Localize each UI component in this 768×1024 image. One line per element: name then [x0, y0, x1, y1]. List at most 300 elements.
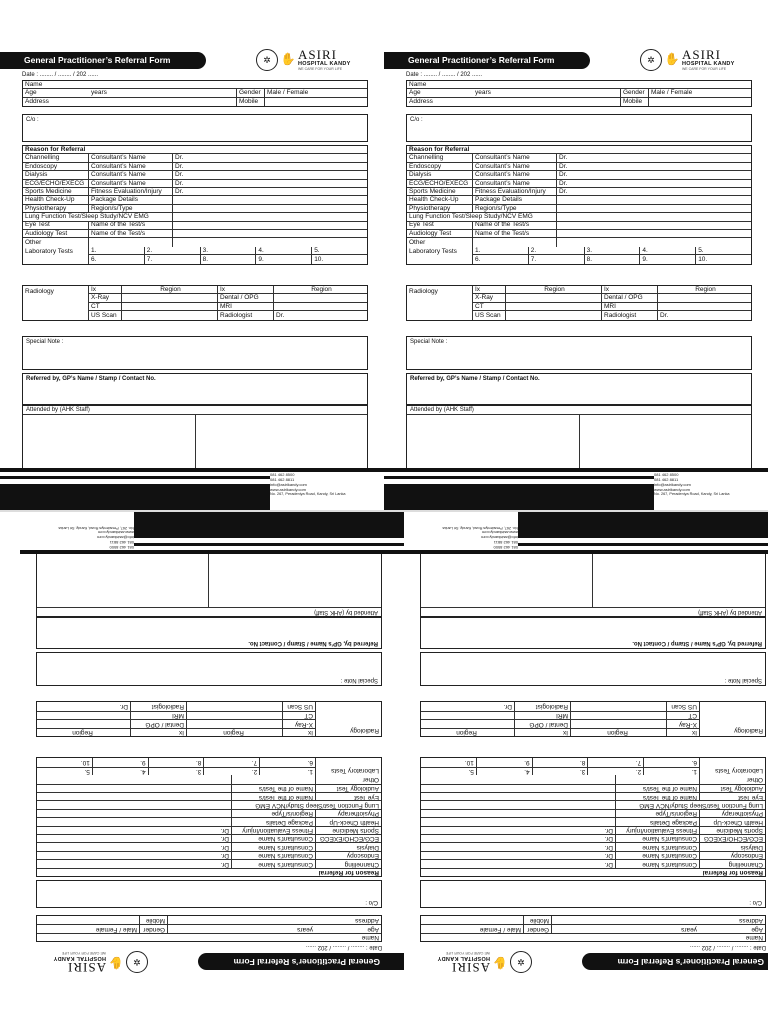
co-box: C/o : — [406, 114, 752, 142]
usscan-label: US Scan — [89, 311, 122, 319]
website: www.asirikandy.com — [482, 530, 518, 535]
referral-form-top-left — [20, 0, 384, 510]
date-line: Date : ........ / ........ / 202 ...... — [406, 72, 483, 78]
email: info@asirikandy.com — [97, 535, 134, 540]
footer-band-3 — [384, 484, 654, 510]
referral-detail: Consultant’s Name — [89, 154, 173, 161]
referral-service: Sports Medicine — [23, 188, 89, 195]
referral-extra: Dr. — [604, 827, 613, 835]
patient-box — [406, 80, 752, 107]
address: No. 267, Peradeniya Road, Kandy, Sri Lanka — [442, 526, 518, 530]
lab-test-slot: 6. — [89, 255, 145, 264]
lab-label: Laboratory Tests — [407, 247, 473, 264]
attended-by-box — [22, 405, 368, 469]
attended-by-label: Attended by (AHK Staff) — [407, 406, 751, 415]
radiology-ix-header: Ix — [473, 286, 506, 293]
footer-band-1 — [404, 550, 768, 554]
referral-extra — [557, 205, 751, 212]
referral-row — [421, 784, 765, 792]
referral-detail: Consultant’s Name — [473, 171, 557, 178]
referral-service: Dialysis — [407, 171, 473, 178]
referral-extra: Dr. — [220, 843, 229, 851]
footer-band-3 — [518, 512, 768, 538]
referral-extra: Dr. — [559, 187, 568, 195]
lab-test-slot: 8. — [532, 758, 588, 767]
referral-extra: Dr. — [559, 171, 568, 179]
lab-label: Laboratory Tests — [315, 758, 381, 775]
referral-row — [407, 205, 751, 213]
hospital-logo — [256, 48, 374, 72]
form-title: General Practitioner’s Referral Form — [582, 953, 768, 970]
ct-label: CT — [666, 712, 699, 719]
referral-row — [37, 784, 381, 792]
referral-extra — [37, 810, 231, 817]
footer-band-1 — [20, 550, 404, 554]
logo-subtitle: HOSPITAL KANDY — [298, 60, 351, 67]
referral-blank — [557, 213, 751, 220]
lab-test-slot: 7. — [145, 255, 201, 264]
dental-label: Dental / OPG — [602, 294, 658, 301]
referral-extra: Dr. — [559, 162, 568, 170]
hospital-logo — [640, 48, 758, 72]
email: info@asirikandy.com — [654, 482, 691, 487]
referral-extra — [37, 793, 231, 800]
referral-service: Other — [407, 238, 473, 246]
lab-test-slot: 2. — [145, 247, 201, 255]
referral-row — [23, 154, 367, 162]
referral-extra — [421, 785, 615, 792]
phone-2: 081 462 8811 — [654, 477, 679, 482]
special-note-box: Special Note : — [420, 652, 766, 686]
address-label: Address — [407, 98, 621, 106]
referral-row — [407, 171, 751, 179]
referral-service: Physiotherapy — [315, 810, 381, 817]
referral-rows — [37, 775, 381, 867]
referral-service: Health Check-Up — [407, 196, 473, 203]
referral-extra — [173, 222, 367, 229]
radiology-ix-header: Ix — [89, 286, 122, 293]
referral-service: Sports Medicine — [699, 827, 765, 834]
special-note-box: Special Note : — [36, 652, 382, 686]
lab-test-slot: 7. — [587, 758, 643, 767]
referral-row — [23, 230, 367, 238]
phone-2: 081 462 8811 — [493, 540, 518, 545]
referral-service: Dialysis — [23, 171, 89, 178]
form-title: General Practitioner’s Referral Form — [0, 52, 206, 69]
attended-by-box — [36, 553, 382, 617]
radiology-label: Radiology — [23, 286, 89, 320]
logo-tagline: WE CARE FOR YOUR LIFE — [445, 950, 490, 955]
radiologist-label: Radiologist — [130, 702, 186, 710]
lab-test-slot: 2. — [203, 768, 259, 776]
lab-test-slot: 3. — [148, 768, 204, 776]
co-box: C/o : — [22, 114, 368, 142]
referral-row — [421, 809, 765, 817]
referral-service: Endoscopy — [23, 163, 89, 170]
referral-rows — [421, 775, 765, 867]
footer-band-2 — [518, 543, 768, 546]
referral-row — [23, 205, 367, 213]
referral-detail: Name of the Test/s — [231, 793, 315, 800]
referral-detail: Consultant’s Name — [231, 835, 315, 842]
referral-rows — [407, 154, 751, 246]
website: www.asirikandy.com — [654, 487, 690, 492]
phone-1: 081 462 8500 — [109, 545, 134, 550]
address-label: Address — [551, 916, 765, 924]
referral-row — [23, 238, 367, 246]
referral-row — [407, 213, 751, 221]
radiology-region-header: Region — [570, 729, 666, 736]
referral-service: Sports Medicine — [315, 827, 381, 834]
radiology-ix-header-2: Ix — [514, 729, 570, 736]
referral-row — [407, 188, 751, 196]
xray-label: X-Ray — [473, 294, 506, 301]
address-label: Address — [23, 98, 237, 106]
lab-test-slot: 9. — [92, 758, 148, 767]
radiology-box — [420, 701, 766, 737]
referral-detail: Consultant’s Name — [89, 163, 173, 170]
referral-row — [421, 859, 765, 867]
referral-row — [421, 842, 765, 850]
hand-icon: ✋ — [280, 52, 296, 67]
lab-test-slot: 4. — [476, 768, 532, 776]
referral-service: Audiology Test — [699, 785, 765, 792]
referral-row — [37, 826, 381, 834]
radiology-label: Radiology — [407, 286, 473, 320]
referral-service: Endoscopy — [315, 852, 381, 859]
radiologist-label: Radiologist — [514, 702, 570, 710]
referral-service: Lung Function Test/Sleep Study/NCV EMG — [23, 213, 173, 220]
radiology-box — [36, 701, 382, 737]
referral-row — [407, 180, 751, 188]
logo-name: ASIRI — [67, 960, 106, 976]
mri-label: MRI — [602, 303, 658, 310]
referral-row — [23, 163, 367, 171]
footer-band-3 — [0, 484, 270, 510]
attended-by-box — [420, 553, 766, 617]
footer-band-2 — [134, 543, 404, 546]
referral-detail: Fitness Evaluation/Injury — [473, 188, 557, 195]
website: www.asirikandy.com — [270, 487, 306, 492]
referred-by-box: Referred by, GP’s Name / Stamp / Contact No. — [420, 617, 766, 649]
referral-detail: Consultant’s Name — [231, 860, 315, 867]
lab-test-slot: 3. — [585, 247, 641, 255]
gender-label: Gender — [237, 89, 265, 96]
referral-heading: Reason for Referral — [409, 146, 470, 153]
gender-label: Gender — [523, 925, 551, 932]
referral-detail: Consultant’s Name — [473, 154, 557, 161]
footer-band-3 — [134, 512, 404, 538]
referred-by-box: Referred by, GP’s Name / Stamp / Contact No. — [36, 617, 382, 649]
lab-test-slot: 8. — [201, 255, 257, 264]
mri-label: MRI — [218, 303, 274, 310]
lab-test-slot: 10. — [80, 759, 90, 767]
referral-service: Physiotherapy — [407, 205, 473, 212]
mobile-label: Mobile — [139, 916, 167, 924]
referral-box — [22, 145, 368, 265]
seal-icon: ✲ — [510, 951, 532, 973]
referral-service: Audiology Test — [315, 785, 381, 792]
lab-label: Laboratory Tests — [699, 758, 765, 775]
contact-block — [406, 526, 518, 550]
radiology-region-header: Region — [122, 286, 218, 293]
referral-box — [406, 145, 752, 265]
referral-extra — [421, 810, 615, 817]
referral-extra — [557, 222, 751, 229]
hand-icon: ✋ — [664, 52, 680, 67]
referral-row — [407, 238, 751, 246]
referral-detail — [473, 238, 557, 246]
mobile-label: Mobile — [523, 916, 551, 924]
referral-service: Endoscopy — [407, 163, 473, 170]
lab-test-slot: 8. — [148, 758, 204, 767]
co-box: C/o : — [420, 880, 766, 908]
referral-service: Eye Test — [23, 222, 89, 229]
referral-detail: Package Details — [473, 196, 557, 203]
referral-extra — [37, 818, 231, 825]
referral-extra — [173, 238, 367, 246]
referral-service: Channelling — [23, 154, 89, 161]
logo-subtitle: HOSPITAL KANDY — [682, 60, 735, 67]
referral-extra: Dr. — [175, 154, 184, 162]
address: No. 267, Peradeniya Road, Kandy, Sri Lanka — [58, 526, 134, 530]
gender-value: Male / Female — [479, 925, 521, 933]
referral-service: Channelling — [407, 154, 473, 161]
referral-box — [36, 757, 382, 877]
referral-extra: Dr. — [175, 179, 184, 187]
referral-service: Audiology Test — [407, 230, 473, 237]
referral-extra: Dr. — [220, 852, 229, 860]
mobile-label: Mobile — [621, 98, 649, 106]
phone-2: 081 462 8811 — [109, 540, 134, 545]
dental-label: Dental / OPG — [514, 720, 570, 727]
years-label: years — [167, 925, 315, 932]
gender-value: Male / Female — [651, 89, 693, 97]
name-label: Name — [409, 81, 427, 88]
referral-detail — [231, 775, 315, 783]
radiologist-dr: Dr. — [119, 703, 128, 711]
referral-row — [23, 180, 367, 188]
contact-block — [22, 526, 134, 550]
lab-test-slot: 4. — [640, 247, 696, 255]
age-label: Age — [409, 89, 421, 97]
referral-row — [421, 775, 765, 783]
lab-test-slot: 7. — [529, 255, 585, 264]
referral-extra: Dr. — [604, 852, 613, 860]
referral-service: ECG/ECHO/EXECG — [315, 835, 381, 842]
referral-extra: Dr. — [220, 835, 229, 843]
logo-subtitle: HOSPITAL KANDY — [53, 955, 106, 962]
date-line: Date : ........ / ........ / 202 ...... — [689, 944, 766, 950]
usscan-label: US Scan — [282, 702, 315, 710]
referral-service: ECG/ECHO/EXECG — [407, 180, 473, 187]
referral-detail: Consultant’s Name — [615, 852, 699, 859]
ct-label: CT — [282, 712, 315, 719]
radiologist-label: Radiologist — [602, 311, 658, 319]
referral-row — [407, 154, 751, 162]
referral-service: Health Check-Up — [315, 818, 381, 825]
lab-test-slot: 10. — [698, 255, 708, 263]
referred-by-box: Referred by, GP’s Name / Stamp / Contact No. — [406, 373, 752, 405]
referral-service: ECG/ECHO/EXECG — [699, 835, 765, 842]
referral-service: Audiology Test — [23, 230, 89, 237]
name-label: Name — [25, 81, 43, 88]
lab-test-slot: 9. — [640, 255, 696, 264]
lab-label: Laboratory Tests — [23, 247, 89, 264]
lab-test-slot: 1. — [473, 247, 529, 255]
lab-test-slot: 2. — [529, 247, 585, 255]
referral-row — [421, 851, 765, 859]
radiology-region-header: Region — [506, 286, 602, 293]
referral-extra — [421, 793, 615, 800]
referral-detail: Consultant’s Name — [615, 843, 699, 850]
referral-row — [23, 188, 367, 196]
referral-box — [420, 757, 766, 877]
lab-test-slot: 4. — [256, 247, 312, 255]
footer-band-2 — [0, 476, 270, 479]
referral-service: Eye Test — [315, 793, 381, 800]
referral-service: Health Check-Up — [23, 196, 89, 203]
referral-service: Health Check-Up — [699, 818, 765, 825]
hand-icon: ✋ — [492, 955, 508, 970]
referral-extra — [421, 818, 615, 825]
referral-extra: Dr. — [604, 860, 613, 868]
referral-detail: Region/s/Type — [615, 810, 699, 817]
radiology-region-header-2: Region — [695, 286, 716, 293]
radiologist-dr: Dr. — [660, 311, 669, 319]
referral-heading: Reason for Referral — [702, 869, 763, 876]
referral-detail: Consultant’s Name — [473, 180, 557, 187]
contact-block — [270, 472, 382, 496]
lab-test-slot: 6. — [473, 255, 529, 264]
seal-icon: ✲ — [640, 49, 662, 71]
radiology-box — [406, 285, 752, 321]
referral-row — [37, 809, 381, 817]
referral-detail — [89, 238, 173, 246]
gender-label: Gender — [139, 925, 167, 932]
referral-detail: Package Details — [615, 818, 699, 825]
referral-extra — [557, 196, 751, 203]
referral-extra — [557, 230, 751, 237]
referral-row — [23, 222, 367, 230]
referral-row — [37, 859, 381, 867]
referral-extra: Dr. — [559, 179, 568, 187]
referral-row — [421, 834, 765, 842]
referral-service: Eye Test — [699, 793, 765, 800]
referral-detail: Package Details — [231, 818, 315, 825]
referral-detail: Name of the Test/s — [231, 785, 315, 792]
radiologist-dr: Dr. — [503, 703, 512, 711]
referral-row — [23, 196, 367, 204]
mri-label: MRI — [514, 712, 570, 719]
referral-service: Lung Function Test/Sleep Study/NCV EMG — [407, 213, 557, 220]
address-label: Address — [167, 916, 381, 924]
referral-row — [37, 800, 381, 808]
referral-extra — [173, 230, 367, 237]
referral-detail: Name of the Test/s — [615, 793, 699, 800]
ct-label: CT — [473, 303, 506, 310]
date-line: Date : ........ / ........ / 202 ...... — [22, 72, 99, 78]
radiology-ix-header-2: Ix — [218, 286, 274, 293]
address: No. 267, Peradeniya Road, Kandy, Sri Lanka — [654, 492, 730, 496]
referral-row — [37, 842, 381, 850]
mobile-label: Mobile — [237, 98, 265, 106]
referral-blank — [173, 213, 367, 220]
referral-detail: Consultant’s Name — [89, 171, 173, 178]
referral-service: ECG/ECHO/EXECG — [23, 180, 89, 187]
referral-detail: Fitness Evaluation/Injury — [231, 827, 315, 834]
email: info@asirikandy.com — [270, 482, 307, 487]
lab-test-slot: 1. — [89, 247, 145, 255]
radiology-ix-header-2: Ix — [602, 286, 658, 293]
referral-form-bottom-right — [404, 512, 768, 1022]
referral-heading: Reason for Referral — [25, 146, 86, 153]
attended-by-label: Attended by (AHK Staff) — [23, 406, 367, 415]
referral-extra: Dr. — [175, 187, 184, 195]
referral-detail: Name of the Test/s — [615, 785, 699, 792]
referral-extra — [37, 785, 231, 792]
phone-1: 081 462 8500 — [493, 545, 518, 550]
lab-test-slot: 10. — [464, 759, 474, 767]
attended-by-box — [406, 405, 752, 469]
referral-heading: Reason for Referral — [318, 869, 379, 876]
referral-detail: Fitness Evaluation/Injury — [89, 188, 173, 195]
referral-extra — [37, 775, 231, 783]
referral-service: Endoscopy — [699, 852, 765, 859]
referral-detail: Name of the Test/s — [473, 230, 557, 237]
referral-row — [37, 792, 381, 800]
referral-detail: Package Details — [89, 196, 173, 203]
seal-icon: ✲ — [256, 49, 278, 71]
dental-label: Dental / OPG — [130, 720, 186, 727]
lab-test-slot: 7. — [203, 758, 259, 767]
seal-icon: ✲ — [126, 951, 148, 973]
referral-form-bottom-left — [20, 512, 384, 1022]
referral-blank — [37, 801, 231, 808]
referral-service: Physiotherapy — [23, 205, 89, 212]
hand-icon: ✋ — [108, 955, 124, 970]
referral-extra — [557, 238, 751, 246]
referral-row — [23, 213, 367, 221]
lab-test-slot: 1. — [643, 768, 699, 776]
usscan-label: US Scan — [666, 702, 699, 710]
lab-test-slot: 2. — [587, 768, 643, 776]
gender-value: Male / Female — [95, 925, 137, 933]
referral-detail: Region/s/Type — [89, 205, 173, 212]
attended-by-label: Attended by (AHK Staff) — [37, 607, 381, 616]
logo-name: ASIRI — [298, 46, 337, 62]
referral-service: Other — [699, 775, 765, 783]
logo-tagline: WE CARE FOR YOUR LIFE — [298, 67, 343, 72]
radiology-region-header: Region — [186, 729, 282, 736]
referral-row — [407, 230, 751, 238]
xray-label: X-Ray — [282, 720, 315, 727]
referral-blank — [421, 801, 615, 808]
referral-row — [37, 851, 381, 859]
radiologist-label: Radiologist — [218, 311, 274, 319]
referral-extra: Dr. — [220, 860, 229, 868]
lab-test-slot: 4. — [92, 768, 148, 776]
referral-service: Sports Medicine — [407, 188, 473, 195]
logo-name: ASIRI — [451, 960, 490, 976]
radiology-ix-header: Ix — [282, 729, 315, 736]
years-label: years — [551, 925, 699, 932]
referral-row — [37, 817, 381, 825]
referral-row — [37, 775, 381, 783]
email: info@asirikandy.com — [481, 535, 518, 540]
form-title: General Practitioner’s Referral Form — [198, 953, 404, 970]
referral-extra: Dr. — [559, 154, 568, 162]
